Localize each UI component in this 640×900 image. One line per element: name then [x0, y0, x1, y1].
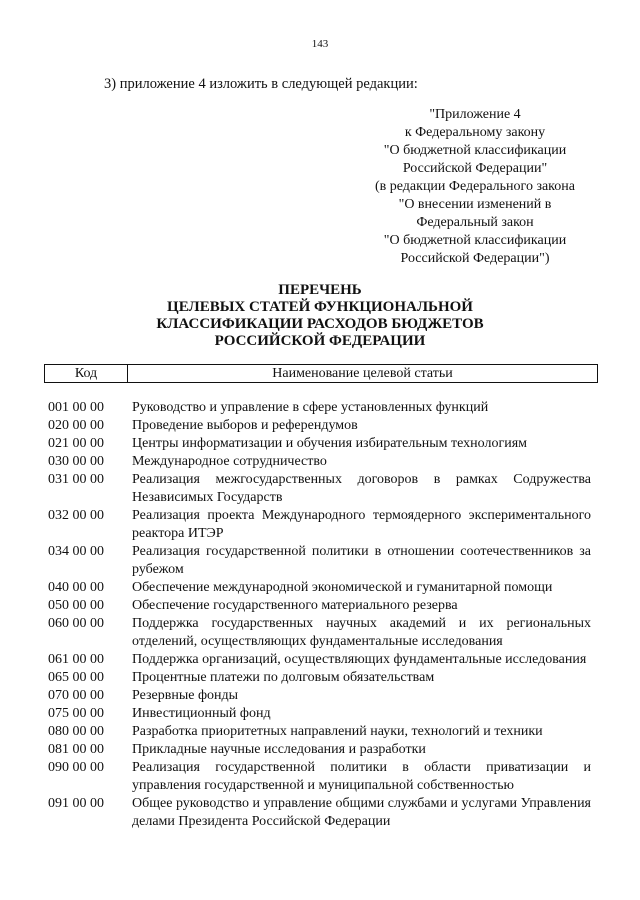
row-code: 020 00 00 — [48, 418, 104, 433]
table-row — [48, 543, 591, 579]
intro-text: 3) приложение 4 изложить в следующей редакции: — [104, 76, 418, 92]
row-name: Общее руководство и управление общими службами и услугами Управления делами Президента Российской Федерации — [132, 796, 591, 829]
table-row — [48, 651, 591, 669]
row-code: 081 00 00 — [48, 742, 104, 757]
row-code: 001 00 00 — [48, 400, 104, 415]
appendix-line: (в редакции Федерального закона — [375, 179, 575, 194]
row-name: Реализация межгосударственных договоров в рамках Содружества Независимых Государств — [132, 472, 591, 505]
row-code: 091 00 00 — [48, 796, 104, 811]
row-name: Реализация государственной политики в области приватизации и управления государственной и муниципальной собственностью — [132, 760, 591, 793]
row-code: 061 00 00 — [48, 652, 104, 667]
table-header — [44, 364, 598, 383]
row-name: Поддержка организаций, осуществляющих фундаментальные исследования — [132, 652, 587, 667]
table-row — [48, 453, 591, 471]
table-row — [48, 795, 591, 831]
row-name: Обеспечение международной экономической и гуманитарной помощи — [132, 580, 553, 595]
row-name: Реализация государственной политики в отношении соотечественников за рубежом — [132, 544, 591, 577]
row-name: Руководство и управление в сфере установленных функций — [132, 400, 489, 415]
appendix-block — [344, 106, 606, 268]
table-row — [48, 705, 591, 723]
row-name: Инвестиционный фонд — [132, 706, 271, 721]
row-code: 031 00 00 — [48, 472, 104, 487]
row-name: Поддержка государственных научных академий и их региональных отделений, осуществляющих фундаментальные исследования — [132, 616, 591, 649]
row-code: 021 00 00 — [48, 436, 104, 451]
table-row — [48, 399, 591, 417]
row-name: Процентные платежи по долговым обязательствам — [132, 670, 435, 685]
table-row — [48, 507, 591, 543]
row-code: 040 00 00 — [48, 580, 104, 595]
table-row — [48, 417, 591, 435]
title-line: ПЕРЕЧЕНЬ — [278, 282, 362, 298]
row-code: 030 00 00 — [48, 454, 104, 469]
page-number: 143 — [311, 38, 329, 50]
row-name: Резервные фонды — [132, 688, 239, 703]
row-code: 032 00 00 — [48, 508, 104, 523]
table-row — [48, 471, 591, 507]
row-name: Разработка приоритетных направлений науки, технологий и техники — [132, 724, 543, 739]
row-code: 070 00 00 — [48, 688, 104, 703]
appendix-line: к Федеральному закону — [404, 125, 546, 140]
table-row — [48, 435, 591, 453]
title-line: КЛАССИФИКАЦИИ РАСХОДОВ БЮДЖЕТОВ — [156, 316, 484, 332]
table-body — [48, 399, 591, 831]
row-code: 080 00 00 — [48, 724, 104, 739]
row-name: Обеспечение государственного материального резерва — [132, 598, 458, 613]
title-line: РОССИЙСКОЙ ФЕДЕРАЦИИ — [214, 333, 426, 349]
row-code: 060 00 00 — [48, 616, 104, 631]
table-row — [48, 615, 591, 651]
table-row — [48, 597, 591, 615]
table-row — [48, 723, 591, 741]
row-name: Центры информатизации и обучения избирательным технологиям — [132, 436, 527, 451]
row-code: 090 00 00 — [48, 760, 104, 775]
appendix-line: Российской Федерации") — [400, 251, 550, 266]
appendix-line: "Приложение 4 — [429, 107, 521, 122]
header-code: Код — [45, 365, 128, 382]
appendix-line: "О бюджетной классификации — [383, 143, 567, 158]
appendix-line: "О внесении изменений в — [398, 197, 552, 212]
row-code: 075 00 00 — [48, 706, 104, 721]
appendix-line: "О бюджетной классификации — [383, 233, 567, 248]
title-line: ЦЕЛЕВЫХ СТАТЕЙ ФУНКЦИОНАЛЬНОЙ — [167, 299, 473, 315]
table-row — [48, 579, 591, 597]
row-name: Реализация проекта Международного термоядерного экспериментального реактора ИТЭР — [132, 508, 591, 541]
row-code: 065 00 00 — [48, 670, 104, 685]
table-row — [48, 741, 591, 759]
row-name: Прикладные научные исследования и разработки — [132, 742, 426, 757]
table-row — [48, 687, 591, 705]
table-row — [48, 669, 591, 687]
appendix-line: Российской Федерации" — [402, 161, 548, 176]
header-name: Наименование целевой статьи — [272, 366, 453, 381]
document-title — [0, 282, 640, 350]
row-code: 034 00 00 — [48, 544, 104, 559]
row-name: Проведение выборов и референдумов — [132, 418, 358, 433]
row-code: 050 00 00 — [48, 598, 104, 613]
table-row — [48, 759, 591, 795]
row-name: Международное сотрудничество — [132, 454, 327, 469]
appendix-line: Федеральный закон — [416, 215, 534, 230]
